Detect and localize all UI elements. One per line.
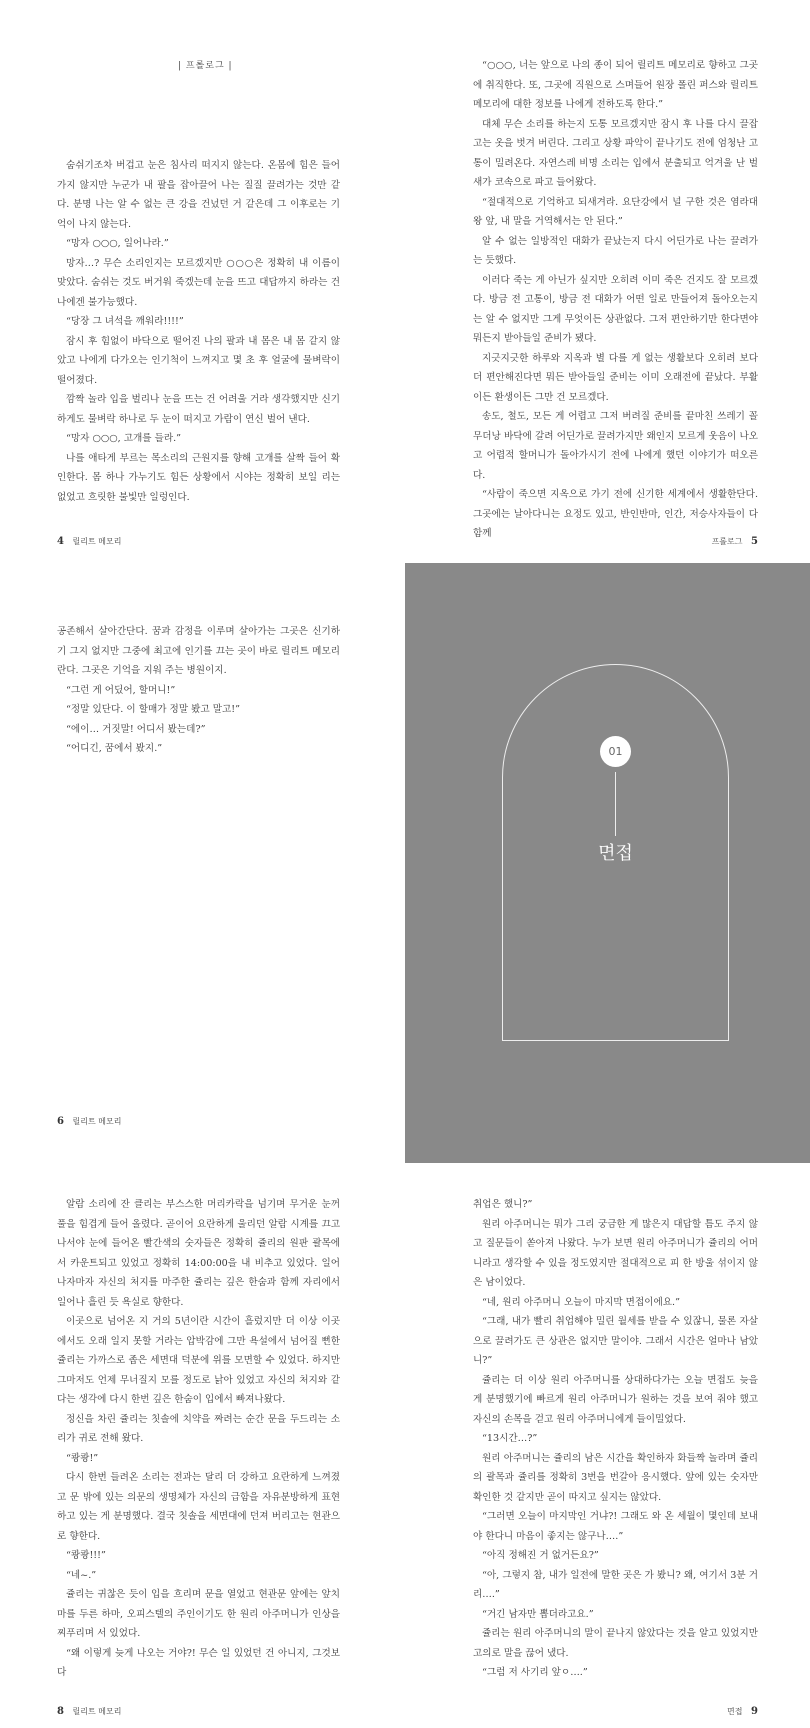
text-column	[57, 622, 340, 759]
paragraph: 대체 무슨 소리를 하는지 도통 모르겠지만 잠시 후 나를 다시 끌잡고는 옷을 벗겨 버린다. 그리고 상황 파악이 끝나기도 전에 엄청난 고통이 밀려온다. 자연스레 비명 소리는 입에서 분출되고 억겨울 난 벌새가 코속으로 파고 들어왔다.	[473, 118, 758, 188]
paragraph: 쥴리는 귀찮은 듯이 입을 흐리며 문을 열었고 현관문 앞에는 앞치마를 두른 하마, 오피스텔의 주인이기도 한 원리 아주머니가 인상을 찌푸리며 서 있었다.	[57, 1589, 340, 1639]
paragraph: “망자 ○○○, 일어나라.”	[66, 238, 169, 249]
paragraph: 쥴리는 더 이상 원리 아주머니를 상대하다가는 오늘 면접도 늦을 게 분명했기에 빠르게 원리 아주머니가 원하는 것을 보여 줘야 했고 자신의 손목을 걷고 원리 아주머니에게 들이밀었다.	[473, 1374, 758, 1425]
paragraph: “당장 그 녀석을 깨워라!!!!”	[66, 316, 184, 327]
paragraph: “네~.”	[66, 1569, 97, 1581]
paragraph: “그런 게 어딨어, 할머니!”	[66, 684, 176, 696]
paragraph: 원리 아주머니는 뭐가 그리 궁금한 게 많은지 대답할 틈도 주지 않고 질문들이 쏟아져 나왔다. 누가 보면 원리 아주머니가 쥴리의 어머니라고 생각할 수 있을 정도였지만 절대적으로 피 한 방울 섞이지 않은 남이었다.	[473, 1218, 758, 1288]
page-9	[405, 1163, 810, 1728]
folio	[727, 1706, 758, 1717]
chapter-opener-page	[405, 563, 810, 1163]
folio	[712, 536, 758, 547]
text-column	[57, 156, 340, 507]
page-5	[405, 0, 810, 563]
spread-chapter-open	[0, 563, 810, 1163]
page-number: 6	[57, 1116, 64, 1127]
paragraph: “쾅쾅!”	[66, 1452, 99, 1464]
paragraph: 알람 소리에 잔 클리는 부스스한 머리카락을 넘기며 무거운 눈꺼풀을 힘겹게 들어 올렸다. 곧이어 요란하게 울리던 알람 시계를 끄고 나서야 눈에 들어온 빨간색의 숫자들은 정확히 쥴리의 원판 괄목에서 카운트되고 있었고 정확히 14:00:00을 내 비추고 있었다. 일어나자마자 자신의 처지를 마주한 쥴리는 깊은 한숨과 함께 자리에서 일어나 흘린 듯 욕실로 향한다.	[57, 1199, 340, 1308]
page-6	[0, 563, 405, 1163]
paragraph: 원리 아주머니는 쥴리의 남은 시간을 확인하자 화들짝 놀라며 쥴리의 괄목과 쥴리를 정확히 3번을 번갈아 응시했다. 앞에 있는 숫자만 확인한 것 같지만 곧이 따지고 싶지는 않았다.	[473, 1452, 758, 1503]
page-number: 4	[57, 536, 64, 547]
folio	[57, 1706, 121, 1717]
paragraph: “네, 원리 아주머니 오늘이 마지막 면접이에요.”	[482, 1296, 680, 1308]
paragraph: 이러다 죽는 게 아닌가 싶지만 오히려 이미 죽은 건지도 잘 모르겠다. 방금 전 고통이, 방금 전 대화가 어떤 일로 만들어져 돌아오는지는 알 수 없지만 그게 무엇이든 상관없다. 그저 편안하기만 한다면야 뭐든지 받아들일 준비가 됐다.	[473, 274, 758, 344]
folio	[57, 1116, 121, 1127]
paragraph: “그러면 오늘이 마지막인 거냐?! 그래도 와 온 세월이 몇인데 보내야 한다니 마음이 좋지는 않구나….”	[473, 1511, 758, 1542]
paragraph: “어디긴, 꿈에서 봤지.”	[66, 743, 163, 754]
text-column	[473, 1195, 758, 1683]
paragraph: “아, 그렇지 참, 내가 일전에 말한 곳은 가 봤니? 왜, 여기서 3분 거리….”	[473, 1569, 758, 1600]
running-title: 면접	[727, 1707, 743, 1716]
paragraph: 알 수 없는 일방적인 대화가 끝났는지 다시 어딘가로 나는 끌려가는 듯했다.	[473, 235, 758, 266]
paragraph: 깜짝 놀라 입을 벌리나 눈을 뜨는 건 어려울 거라 생각했지만 신기하게도 물벼락 하나로 두 눈이 떠지고 가람이 연신 벌어 낸다.	[57, 394, 340, 425]
paragraph: 망자…? 무슨 소리인지는 모르겠지만 ○○○은 정확히 내 이름이 맞았다. 숨쉬는 것도 버거워 죽겠는데 눈을 뜨고 대답까지 하라는 건 나에겐 불가능했다.	[57, 257, 340, 308]
page-number: 8	[57, 1706, 64, 1717]
running-title: 릴리트 메모리	[72, 537, 122, 546]
paragraph: 쥴리는 원리 아주머니의 말이 끝나지 않았다는 것을 알고 있었지만 고의로 말을 끊어 냈다.	[473, 1628, 758, 1659]
paragraph: 잠시 후 힘없이 바닥으로 떨어진 나의 팔과 내 몸은 내 몸 같지 않았고 나에게 다가오는 인기척이 느껴지고 몇 초 후 얼굴에 물벼락이 떨어졌다.	[57, 335, 340, 386]
divider-line	[615, 772, 616, 836]
paragraph: 숨쉬기조차 버겁고 눈은 침사리 떠지지 않는다. 온몸에 힘은 들어가지 않지만 누군가 내 팔을 잡아끌어 나는 질질 끌려가는 것만 같다. 분명 나는 알 수 없는 큰 강을 건넜던 거 같은데 그 이후로는 기억이 나지 않는다.	[57, 160, 340, 230]
paragraph: 송도, 철도, 모든 게 어렵고 그저 버려질 준비를 끝마친 쓰레기 꼴무더낭 바닥에 갈려 어딘가로 끌려가지만 왜인지 모르게 웃음이 나오고 어렵적 할머니가 돌아가시기 전에 나에게 했던 이야기가 떠오른다.	[473, 411, 758, 481]
page-number: 9	[751, 1706, 758, 1717]
paragraph: 다시 한번 들려온 소리는 전과는 달리 더 강하고 요란하게 느껴졌고 문 밖에 있는 의문의 생명체가 자신의 급함을 자유분방하게 표현하고 있는 게 분명했다. 결국 칫솔을 세면대에 던져 버리고는 현관으로 향한다.	[57, 1472, 340, 1542]
paragraph: “거긴 남자만 뽑더라고요.”	[482, 1608, 594, 1620]
paragraph: “왜 이렇게 늦게 나오는 거야?! 무슨 일 있었던 건 아니지, 그것보다	[57, 1647, 340, 1678]
page-number: 5	[751, 536, 758, 547]
chapter-title: 면접	[598, 843, 633, 864]
page-8	[0, 1163, 405, 1728]
spread-prologue	[0, 0, 810, 563]
paragraph: “○○○, 너는 앞으로 나의 종이 되어 릴리트 메모리로 향하고 그곳에 취직한다. 또, 그곳에 직원으로 스며들어 원장 폴린 퍼스와 릴리트 메모리에 대한 정보를 나에게 전하도록 한다.”	[473, 60, 758, 110]
paragraph: “망자 ○○○, 고개를 들라.”	[66, 433, 182, 444]
paragraph: 이곳으로 넘어온 지 거의 5년이란 시간이 흘렀지만 더 이상 이곳에서도 오래 일지 못할 거라는 압박감에 그만 욕설에서 넘어질 뻔한 쥴리는 가까스로 좁은 세면대 덕분에 위를 모면할 수 있었다. 하지만 그마저도 언제 무너질지 모를 정도로 낡아 있었고 자신의 처지와 같다는 생각에 다시 한번 깊은 한숨이 입에서 빠져나왔다.	[57, 1316, 340, 1405]
running-title: 릴리트 메모리	[72, 1707, 122, 1716]
paragraph: 정신을 차린 쥴리는 칫솔에 치약을 짜려는 순간 문을 두드리는 소리가 귀로 전해 왔다.	[57, 1413, 340, 1444]
paragraph: 나를 애타게 부르는 목소리의 근원지를 향해 고개를 살짝 들어 확인한다. 몸 하나 가누기도 힘든 상황에서 시야는 정확히 보일 리는 없었고 흐릿한 불빛만 일렁인다.	[57, 452, 340, 503]
paragraph: “그래, 내가 빨리 취업해야 밀린 월세를 받을 수 있잖니, 물론 자살으로 끌려가도 큰 상관은 없지만 말이야. 그래서 시간은 얼마나 남았니?”	[473, 1316, 758, 1366]
paragraph: “사람이 죽으면 지옥으로 가기 전에 신기한 세계에서 생활한단다. 그곳에는 날아다니는 요정도 있고, 반인반마, 인간, 저승사자들이 다 함께	[473, 489, 758, 539]
paragraph: 취업은 했니?”	[473, 1199, 533, 1210]
paragraph: “아직 정해진 거 없거든요?”	[482, 1550, 599, 1561]
text-column	[473, 56, 758, 544]
page-4	[0, 0, 405, 563]
chapter-tag: | 프롤로그 |	[178, 61, 233, 71]
paragraph: 공존해서 살아간단다. 꿈과 감정을 이루며 살아가는 그곳은 신기하기 그지 없지만 그중에 최고에 인기를 끄는 곳이 바로 릴리트 메모리란다. 그곳은 기억을 지워 주는 병원이지.	[57, 626, 340, 676]
text-column	[57, 1195, 340, 1683]
spread-interview	[0, 1163, 810, 1728]
paragraph: “그럼 저 사기리 앞ㅇ….”	[482, 1667, 588, 1678]
folio	[57, 536, 121, 547]
paragraph: 지긋지긋한 하루와 지옥과 별 다를 게 없는 생활보다 오히려 보다 더 편안해진다면 뭐든 받아들일 준비는 이미 오래전에 끝났다. 부활이든 환생이든 그만 건 모르겠다.	[473, 352, 758, 403]
chapter-number-badge: 01	[600, 736, 631, 767]
paragraph: “쾅쾅!!!”	[66, 1550, 106, 1561]
paragraph: “13시간…?”	[482, 1433, 538, 1444]
paragraph: “절대적으로 기억하고 되새겨라. 요단강에서 널 구한 것은 염라대왕 앞, 내 말을 거역해서는 안 된다.”	[473, 196, 758, 227]
running-title: 프롤로그	[711, 537, 743, 546]
paragraph: “정말 있단다. 이 할매가 정말 봤고 말고!”	[66, 704, 241, 715]
paragraph: “에이… 거짓말! 어디서 봤는데?”	[66, 723, 206, 735]
running-title: 릴리트 메모리	[72, 1117, 122, 1126]
